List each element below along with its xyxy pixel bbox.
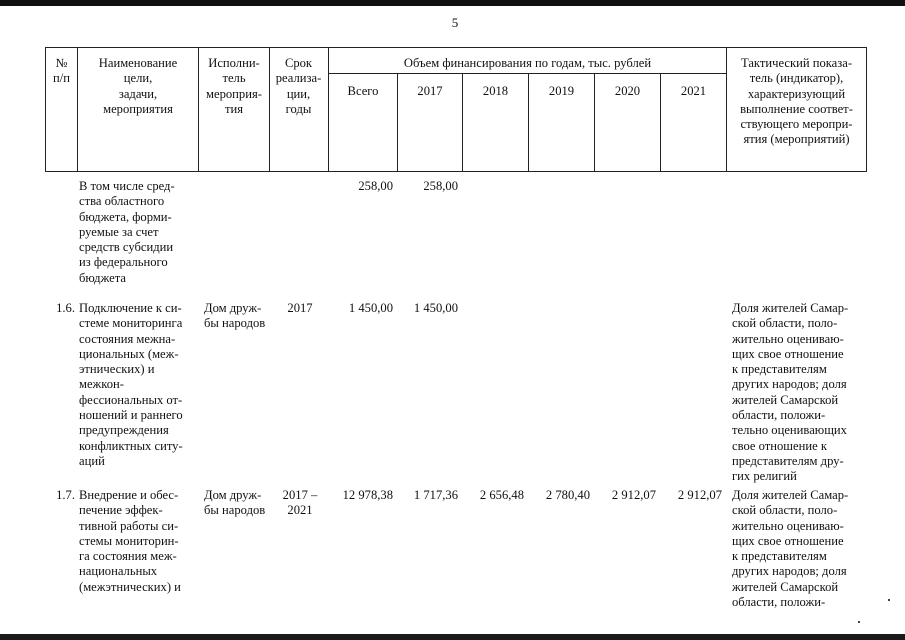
row-value-2020: 2 912,07 — [611, 488, 656, 502]
row-term: 2017 — [287, 301, 313, 315]
header-executor: Исполни- тель мероприя- тия — [206, 56, 262, 116]
header-year-2020: 2020 — [614, 84, 641, 98]
header-total: Всего — [347, 84, 379, 98]
header-num: № п/п — [53, 56, 70, 86]
row-executor: Дом друж- бы народов — [204, 301, 266, 331]
header-year-2018: 2018 — [482, 84, 509, 98]
row-value-2021: 2 912,07 — [677, 488, 722, 502]
header-year-2017: 2017 — [417, 84, 443, 98]
row-value-2017: 1 717,36 — [413, 488, 458, 502]
header-year-2019: 2019 — [548, 84, 575, 98]
row-executor: Дом друж- бы народов — [204, 488, 266, 518]
header-name: Наименование цели, задачи, мероприятия — [98, 56, 178, 116]
header-indicator: Тактический показа- тель (индикатор), характеризующий выполнение соответ- ствующего меропри- ятия (мероприятий) — [740, 56, 853, 147]
row-num: 1.7. — [56, 488, 75, 502]
row-total: 1 450,00 — [348, 301, 393, 315]
table-top-rule — [45, 47, 867, 48]
row-indicator: Доля жителей Самар- ской области, поло- жительно оцениваю- щих свое отношение к представителям других народов; доля жителей Самарской области, положи- тельно оценивающих свое отношение к представителям дру- гих религий — [732, 301, 849, 484]
header-funding: Объем финансирования по годам, тыс. рублей — [403, 56, 652, 70]
scan-speck — [888, 599, 890, 601]
row-term: 2017 – 2021 — [282, 488, 318, 518]
header-term: Срок реализа- ции, годы — [275, 56, 322, 116]
row-value-2018: 2 656,48 — [479, 488, 524, 502]
page-number: 5 — [451, 15, 459, 30]
top-border-bar — [0, 0, 905, 6]
row-indicator: Доля жителей Самар- ской области, поло- жительно оцениваю- щих свое отношение к представителям других народов; доля жителей Самарской области, положи- — [732, 488, 849, 610]
row-name: Подключение к си- стеме мониторинга состояния межна- циональных (меж- этнических) и межкон- фессиональных от- ношений и раннего предупреждения конфликтных ситу- аций — [79, 301, 183, 468]
scan-speck — [858, 621, 860, 623]
row-total: 12 978,38 — [342, 488, 393, 502]
bottom-border-bar — [0, 634, 905, 640]
funding-subheader-rule — [328, 73, 726, 74]
row-value-2017: 258,00 — [423, 179, 458, 193]
row-name: Внедрение и обес- печение эффек- тивной работы си- стемы мониторин- га состояния меж- национальных (межэтнических) и — [79, 488, 181, 594]
row-num: 1.6. — [56, 301, 75, 315]
header-year-2021: 2021 — [680, 84, 707, 98]
row-value-2019: 2 780,40 — [545, 488, 590, 502]
header-bottom-rule — [45, 171, 867, 172]
row-name: В том числе сред- ства областного бюджета, форми- руемые за счет средств субсидии из федерального бюджета — [79, 179, 175, 285]
row-value-2017: 1 450,00 — [413, 301, 458, 315]
row-total: 258,00 — [358, 179, 393, 193]
